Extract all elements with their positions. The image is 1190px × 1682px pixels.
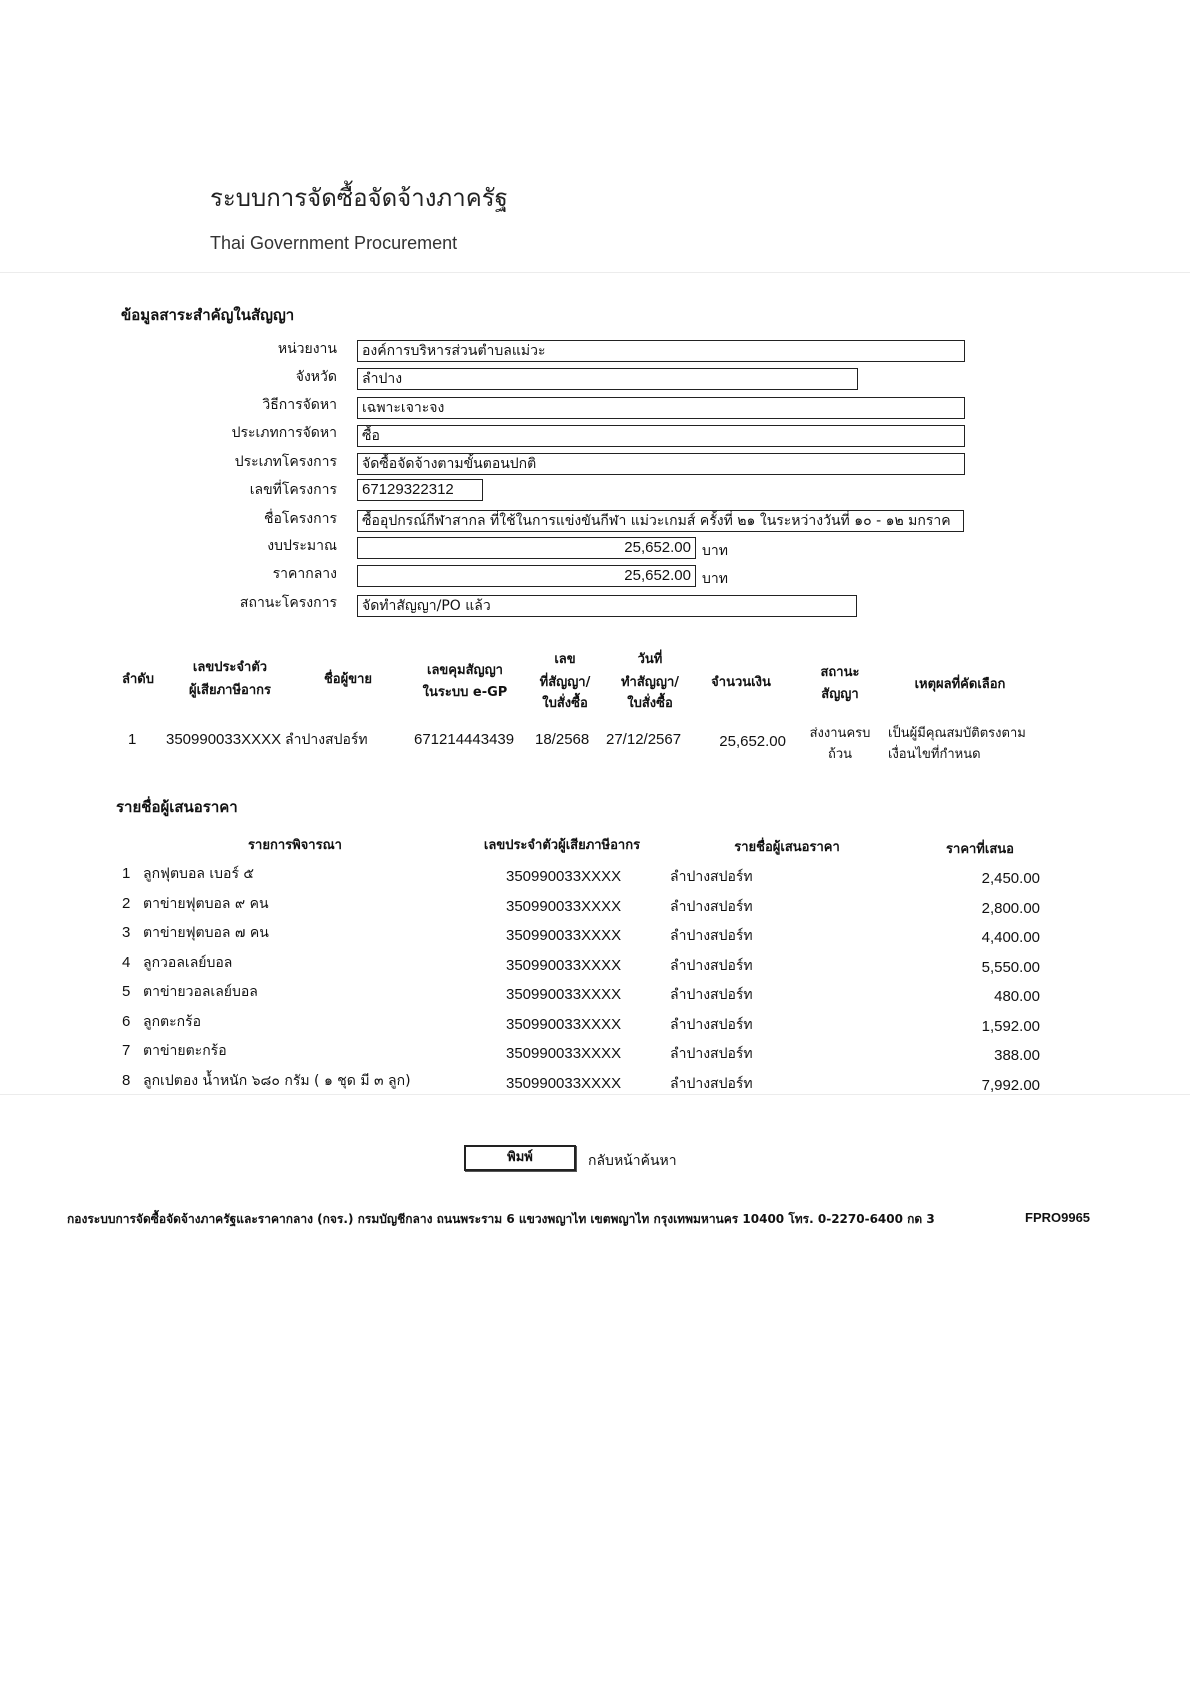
footer-code: FPRO9965 (1025, 1210, 1091, 1225)
budget-field: 25,652.00 (357, 537, 696, 559)
method-label: วิธีการจัดหา (262, 397, 337, 413)
contract-seller: ลำปางสปอร์ท (285, 732, 368, 748)
bidder-row-price: 5,550.00 (981, 959, 1040, 976)
bidder-row-bidder: ลำปางสปอร์ท (670, 958, 753, 974)
bidders-col-bidder-header: รายชื่อผู้เสนอราคา (734, 840, 840, 855)
bidder-row-price: 388.00 (994, 1047, 1040, 1064)
bidder-row-item: ลูกวอลเลย์บอล (143, 955, 233, 971)
median-price-field: 25,652.00 (357, 565, 696, 587)
bidder-row-price: 2,800.00 (981, 900, 1040, 917)
procurement-type-label: ประเภทการจัดหา (231, 425, 337, 441)
project-no-field: 67129322312 (357, 479, 483, 501)
bidder-row-tax-id: 350990033XXXX (506, 868, 622, 885)
bidders-col-price-header: ราคาที่เสนอ (946, 842, 1014, 857)
bidder-row-tax-id: 350990033XXXX (506, 898, 622, 915)
col-seq-header: ลำดับ (122, 672, 154, 687)
budget-label: งบประมาณ (267, 538, 337, 554)
contract-seq: 1 (128, 731, 137, 748)
bidder-row-item: ลูกฟุตบอล เบอร์ ๕ (143, 866, 255, 882)
col-reason-header: เหตุผลที่คัดเลือก (914, 677, 1006, 692)
bidder-row-no: 2 (122, 895, 131, 912)
bidder-row-item: ตาข่ายฟุตบอล ๙ คน (143, 896, 269, 912)
bidder-row-bidder: ลำปางสปอร์ท (670, 1017, 753, 1033)
bidder-row-price: 4,400.00 (981, 929, 1040, 946)
bidder-row-item: ตาข่ายฟุตบอล ๗ คน (143, 925, 269, 941)
contract-date: 27/12/2567 (606, 731, 682, 748)
bidder-row-tax-id: 350990033XXXX (506, 986, 622, 1003)
contract-status-1: ส่งงานครบ (809, 726, 871, 741)
budget-unit: บาท (702, 543, 728, 559)
bidder-row-no: 3 (122, 924, 131, 941)
bidders-col-tax-id-header: เลขประจำตัวผู้เสียภาษีอากร (483, 838, 641, 853)
median-price-unit: บาท (702, 571, 728, 587)
col-contract-date-header-2: ทำสัญญา/ (620, 675, 679, 690)
bidder-row-no: 6 (122, 1013, 131, 1030)
bidder-row-price: 480.00 (994, 988, 1040, 1005)
col-contract-date-header-1: วันที่ (637, 652, 663, 667)
bidder-row-tax-id: 350990033XXXX (506, 1075, 622, 1092)
bidder-row-bidder: ลำปางสปอร์ท (670, 928, 753, 944)
footer-address: กองระบบการจัดซื้อจัดจ้างภาครัฐและราคากลาง (กจร.) กรมบัญชีกลาง ถนนพระราม 6 แขวงพญาไท เขตพญาไท กรุงเทพมหานคร 10400 โทร. 0-2270-6400 กด 3 (67, 1212, 935, 1226)
method-field: เฉพาะเจาะจง (357, 397, 965, 419)
bidder-row-no: 7 (122, 1042, 131, 1059)
contract-reason-1: เป็นผู้มีคุณสมบัติตรงตาม (888, 726, 1026, 741)
bidder-row-item: ลูกตะกร้อ (143, 1014, 202, 1030)
system-name-th: ระบบการจัดซื้อจัดจ้างภาครัฐ (210, 184, 508, 212)
contract-reason-2: เงื่อนไขที่กำหนด (888, 747, 981, 762)
col-contract-no-header-2: ที่สัญญา/ (539, 675, 591, 690)
bidder-row-tax-id: 350990033XXXX (506, 957, 622, 974)
col-contract-no-header-1: เลข (554, 652, 576, 667)
col-seller-header: ชื่อผู้ขาย (323, 672, 373, 687)
bidder-row-no: 8 (122, 1072, 131, 1089)
bidder-row-price: 7,992.00 (981, 1077, 1040, 1094)
agency-field: องค์การบริหารส่วนตำบลแม่วะ (357, 340, 965, 362)
bidder-row-item: ตาข่ายวอลเลย์บอล (143, 984, 258, 1000)
contract-info-title: ข้อมูลสาระสำคัญในสัญญา (121, 306, 295, 324)
scan-band-top (0, 272, 1190, 273)
bidder-row-bidder: ลำปางสปอร์ท (670, 899, 753, 915)
procurement-type-field: ซื้อ (357, 425, 965, 447)
bidder-row-no: 1 (122, 865, 131, 882)
median-price-label: ราคากลาง (272, 566, 337, 582)
bidder-row-tax-id: 350990033XXXX (506, 1045, 622, 1062)
print-button[interactable]: พิมพ์ (464, 1145, 576, 1171)
bidder-row-bidder: ลำปางสปอร์ท (670, 1076, 753, 1092)
col-contract-no-header-3: ใบสั่งซื้อ (542, 696, 588, 711)
bidder-row-bidder: ลำปางสปอร์ท (670, 1046, 753, 1062)
bidder-row-item: ลูกเปตอง น้ำหนัก ๖๘๐ กรัม ( ๑ ชุด มี ๓ ลูก) (143, 1073, 411, 1089)
project-type-label: ประเภทโครงการ (234, 454, 337, 470)
back-to-search-link[interactable]: กลับหน้าค้นหา (588, 1153, 677, 1169)
col-egp-header-1: เลขคุมสัญญา (427, 663, 503, 678)
province-label: จังหวัด (295, 369, 337, 385)
col-tax-id-header-1: เลขประจำตัว (192, 660, 268, 675)
system-name-en: Thai Government Procurement (210, 233, 458, 253)
contract-no: 18/2568 (535, 731, 590, 748)
contract-egp-no: 671214443439 (414, 731, 515, 748)
col-egp-header-2: ในระบบ e-GP (422, 685, 508, 700)
project-name-label: ชื่อโครงการ (263, 511, 337, 527)
project-name-field: ซื้ออุปกรณ์กีฬาสากล ที่ใช้ในการแข่งขันกีฬา แม่วะเกมส์ ครั้งที่ ๒๑ ในระหว่างวันที่ ๑๐ - ๑๒ มกราค (357, 510, 964, 532)
status-field: จัดทำสัญญา/PO แล้ว (357, 595, 857, 617)
col-contract-date-header-3: ใบสั่งซื้อ (627, 696, 673, 711)
project-no-label: เลขที่โครงการ (249, 482, 337, 498)
status-label: สถานะโครงการ (239, 595, 337, 611)
bidder-row-price: 2,450.00 (981, 870, 1040, 887)
agency-label: หน่วยงาน (277, 341, 337, 357)
contract-amount: 25,652.00 (719, 733, 786, 750)
bidder-row-bidder: ลำปางสปอร์ท (670, 869, 753, 885)
province-field: ลำปาง (357, 368, 858, 390)
bidder-row-item: ตาข่ายตะกร้อ (143, 1043, 227, 1059)
bidders-title: รายชื่อผู้เสนอราคา (116, 798, 238, 816)
col-amount-header: จำนวนเงิน (711, 675, 771, 690)
contract-tax-id: 350990033XXXX (166, 731, 282, 748)
bidder-row-no: 4 (122, 954, 131, 971)
bidder-row-bidder: ลำปางสปอร์ท (670, 987, 753, 1003)
col-tax-id-header-2: ผู้เสียภาษีอากร (188, 683, 271, 698)
bidder-row-price: 1,592.00 (981, 1018, 1040, 1035)
contract-status-2: ถ้วน (827, 747, 853, 762)
project-type-field: จัดซื้อจัดจ้างตามขั้นตอนปกติ (357, 453, 965, 475)
bidder-row-tax-id: 350990033XXXX (506, 927, 622, 944)
bidder-row-no: 5 (122, 983, 131, 1000)
col-status-header-2: สัญญา (821, 687, 859, 702)
bidders-col-item-header: รายการพิจารณา (248, 838, 342, 853)
col-status-header-1: สถานะ (820, 665, 860, 680)
bidder-row-tax-id: 350990033XXXX (506, 1016, 622, 1033)
